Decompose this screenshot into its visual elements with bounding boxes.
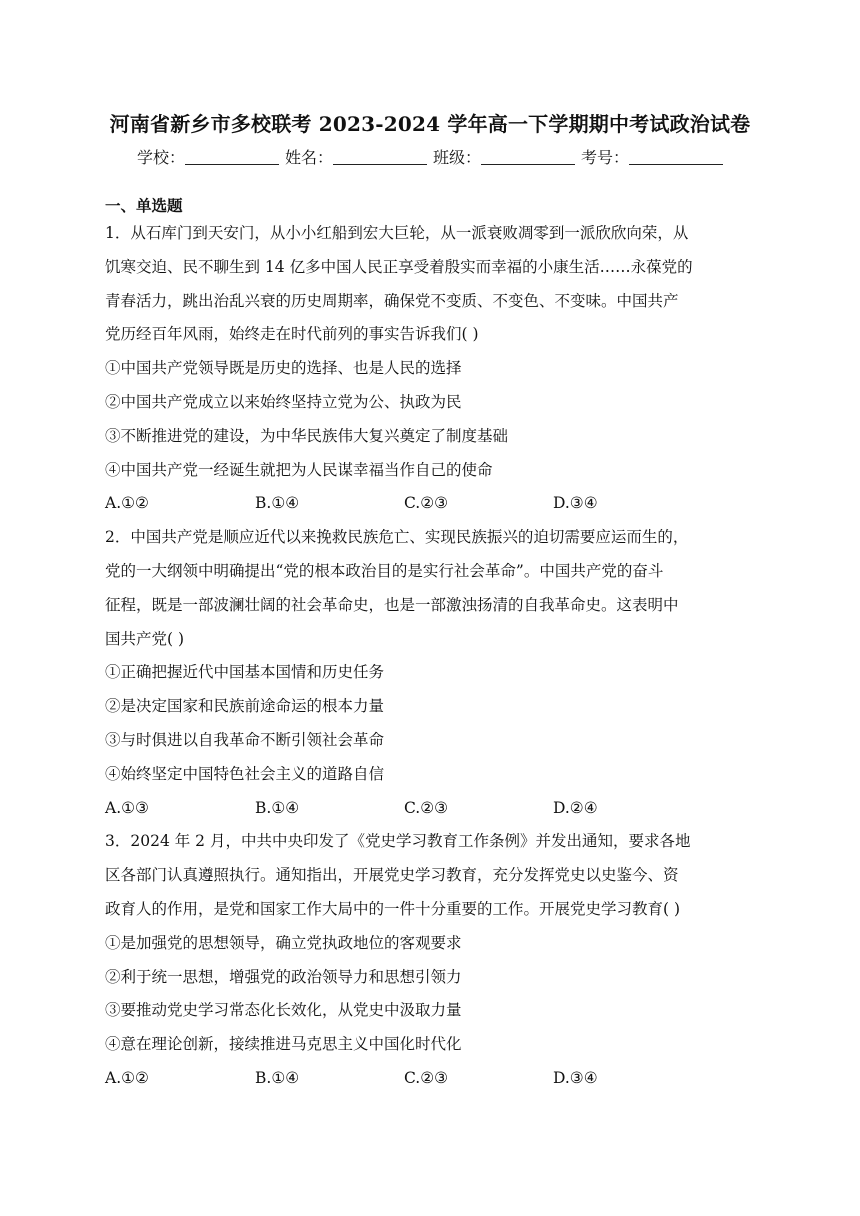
question-stem-line: 党的一大纲领中明确提出“党的根本政治目的是实行社会革命”。中国共产党的奋斗 (105, 561, 664, 580)
statement-3: ③与时俱进以自我革命不断引领社会革命 (105, 730, 385, 749)
option-a[interactable]: A.①③ (105, 798, 149, 817)
question-stem-line: 3．2024 年 2 月，中共中央印发了《党史学习教育工作条例》并发出通知，要求各地 (105, 832, 691, 851)
question-1 (105, 219, 765, 523)
question-stem-line: 青春活力，跳出治乱兴衰的历史周期率，确保党不变质、不变色、不变味。中国共产 (105, 291, 679, 310)
question-stem-line: 区各部门认真遵照执行。通知指出，开展党史学习教育，充分发挥党史以史鉴今、资 (105, 866, 679, 885)
number-label: 考号： (581, 148, 630, 167)
question-stem-line: 政育人的作用，是党和国家工作大局中的一件十分重要的工作。开展党史学习教育( ) (105, 899, 681, 918)
school-blank[interactable] (185, 148, 279, 165)
option-b[interactable]: B.①④ (255, 798, 300, 817)
statement-2: ②是决定国家和民族前途命运的根本力量 (105, 697, 385, 716)
option-b[interactable]: B.①④ (255, 494, 300, 513)
question-stem-line: 党历经百年风雨，始终走在时代前列的事实告诉我们( ) (105, 325, 479, 344)
statement-4: ④始终坚定中国特色社会主义的道路自信 (105, 764, 385, 783)
statement-4: ④中国共产党一经诞生就把为人民谋幸福当作自己的使命 (105, 460, 493, 479)
question-stem-line: 征程，既是一部波澜壮阔的社会革命史，也是一部激浊扬清的自我革命史。这表明中 (105, 595, 679, 614)
statement-2: ②利于统一思想，增强党的政治领导力和思想引领力 (105, 967, 462, 986)
answer-options (105, 794, 765, 828)
statement-1: ①中国共产党领导既是历史的选择、也是人民的选择 (105, 359, 462, 378)
student-info-row (0, 146, 860, 170)
name-blank[interactable] (333, 148, 427, 165)
question-stem-line: 2．中国共产党是顺应近代以来挽救民族危亡、实现民族振兴的迫切需要应运而生的， (105, 528, 689, 547)
question-stem-line: 国共产党( ) (105, 629, 185, 648)
statement-1: ①是加强党的思想领导，确立党执政地位的客观要求 (105, 933, 462, 952)
answer-options (105, 489, 765, 523)
question-3 (105, 827, 765, 1097)
class-label: 班级： (433, 148, 482, 167)
option-a[interactable]: A.①② (105, 1068, 149, 1087)
option-c[interactable]: C.②③ (404, 1068, 449, 1087)
statement-2: ②中国共产党成立以来始终坚持立党为公、执政为民 (105, 392, 462, 411)
statement-3: ③要推动党史学习常态化长效化，从党史中汲取力量 (105, 1001, 462, 1020)
question-2 (105, 523, 765, 827)
question-stem-line: 饥寒交迫、民不聊生到 14 亿多中国人民正享受着殷实而幸福的小康生活……永葆党的 (105, 257, 693, 276)
section-heading: 一、单选题 (105, 197, 183, 215)
option-d[interactable]: D.③④ (553, 494, 598, 513)
page-title: 河南省新乡市多校联考 2023-2024 学年高一下学期期中考试政治试卷 (109, 112, 751, 136)
option-b[interactable]: B.①④ (255, 1068, 300, 1087)
option-d[interactable]: D.②④ (553, 798, 598, 817)
class-blank[interactable] (481, 148, 575, 165)
answer-options (105, 1064, 765, 1098)
option-c[interactable]: C.②③ (404, 798, 449, 817)
name-label: 姓名： (284, 148, 333, 167)
question-stem-line: 1．从石库门到天安门，从小小红船到宏大巨轮，从一派衰败凋零到一派欣欣向荣，从 (105, 224, 689, 242)
option-a[interactable]: A.①② (105, 494, 149, 513)
statement-3: ③不断推进党的建设，为中华民族伟大复兴奠定了制度基础 (105, 426, 509, 445)
questions-list (105, 219, 765, 1098)
number-blank[interactable] (629, 148, 723, 165)
option-d[interactable]: D.③④ (553, 1068, 598, 1087)
option-c[interactable]: C.②③ (404, 494, 449, 513)
statement-4: ④意在理论创新，接续推进马克思主义中国化时代化 (105, 1035, 462, 1054)
school-label: 学校： (136, 148, 185, 167)
statement-1: ①正确把握近代中国基本国情和历史任务 (105, 663, 385, 682)
